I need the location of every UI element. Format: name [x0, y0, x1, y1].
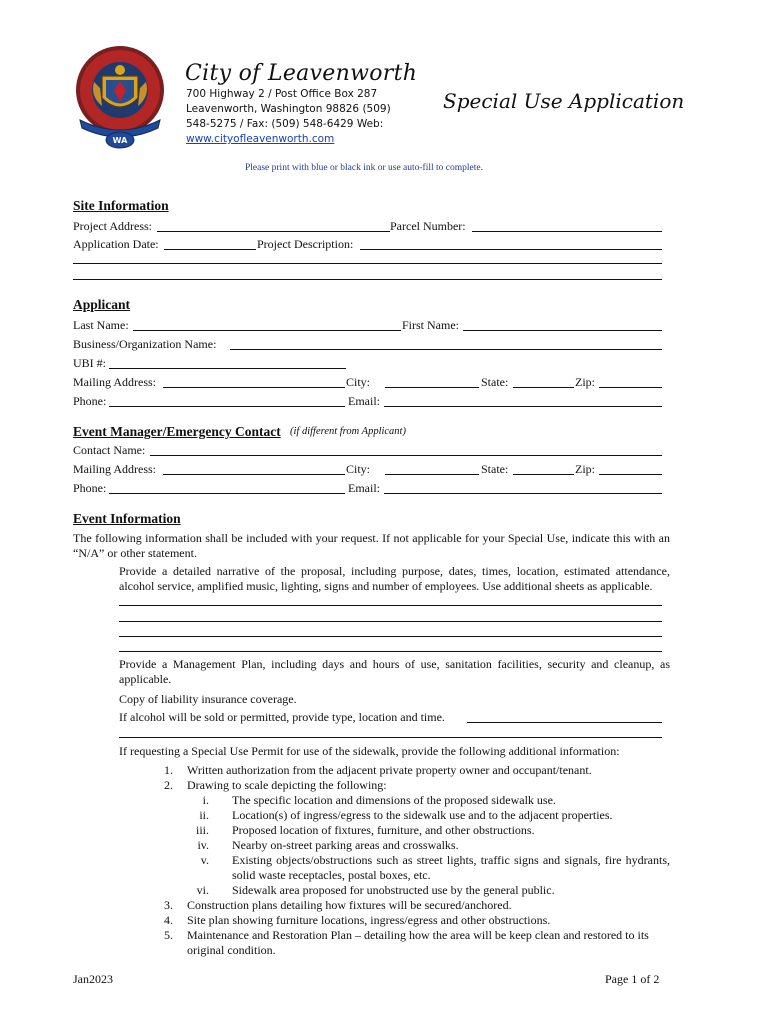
- insurance-instruction: Copy of liability insurance coverage.: [119, 692, 297, 706]
- subitem-number: vi.: [196, 883, 209, 897]
- state-label: State:: [481, 375, 509, 389]
- business-name-field[interactable]: [230, 349, 662, 350]
- item-number: 5.: [164, 928, 173, 942]
- sub-list-item: Proposed location of fixtures, furniture, and other obstructions.: [232, 823, 535, 837]
- email-field[interactable]: [384, 406, 662, 407]
- project-description-label: Project Description:: [257, 237, 354, 251]
- mailing-address-field[interactable]: [163, 387, 345, 388]
- em-mailing-address-label: Mailing Address:: [73, 462, 156, 476]
- event-manager-heading: Event Manager/Emergency Contact: [73, 424, 281, 439]
- address-line-2: Leavenworth, Washington 98826 (509): [186, 103, 391, 115]
- subitem-number: iv.: [197, 838, 209, 852]
- zip-label: Zip:: [575, 375, 595, 389]
- list-item: Maintenance and Restoration Plan – detailing how the area will be keep clean and restored to its original condition.: [187, 928, 649, 957]
- em-phone-label: Phone:: [73, 481, 107, 495]
- sub-list-item: Existing objects/obstructions such as street lights, traffic signs and signals, fire hydrants, solid waste receptacles, postal boxes, etc.: [232, 853, 670, 882]
- em-zip-label: Zip:: [575, 462, 595, 476]
- application-date-field[interactable]: [164, 249, 256, 250]
- sub-list-item: The specific location and dimensions of the proposed sidewalk use.: [232, 793, 556, 807]
- list-item: Construction plans detailing how fixtures will be secured/anchored.: [187, 898, 512, 912]
- ubi-label: UBI #:: [73, 356, 106, 370]
- website-link[interactable]: www.cityofleavenworth.com: [186, 133, 335, 145]
- email-label: Email:: [348, 394, 380, 408]
- narrative-instruction: Provide a detailed narrative of the proposal, including purpose, dates, times, location, estimated attendance, alcohol service, amplified music, lighting, signs and number of employees. Use additional sheets as applicable.: [119, 564, 670, 593]
- em-state-label: State:: [481, 462, 509, 476]
- last-name-label: Last Name:: [73, 318, 129, 332]
- sidewalk-instruction: If requesting a Special Use Permit for use of the sidewalk, provide the following additional information:: [119, 744, 620, 758]
- narrative-line-4[interactable]: [119, 651, 662, 652]
- em-city-field[interactable]: [385, 474, 479, 475]
- sub-list-item: Nearby on-street parking areas and crosswalks.: [232, 838, 459, 852]
- list-item: Written authorization from the adjacent private property owner and occupant/tenant.: [187, 763, 592, 777]
- project-address-field[interactable]: [157, 231, 390, 232]
- alcohol-field-line-2[interactable]: [119, 737, 662, 738]
- address-line-1: 700 Highway 2 / Post Office Box 287: [186, 88, 378, 100]
- em-mailing-address-field[interactable]: [163, 474, 345, 475]
- subitem-number: i.: [202, 793, 209, 807]
- zip-field[interactable]: [599, 387, 662, 388]
- first-name-label: First Name:: [402, 318, 459, 332]
- item-number: 1.: [164, 763, 173, 777]
- subitem-number: iii.: [195, 823, 209, 837]
- site-info-heading: Site Information: [73, 198, 169, 213]
- sub-list-item: Sidewalk area proposed for unobstructed use by the general public.: [232, 883, 555, 897]
- sub-list-item: Location(s) of ingress/egress to the sidewalk use and to the adjacent properties.: [232, 808, 613, 822]
- project-address-label: Project Address:: [73, 219, 152, 233]
- application-date-label: Application Date:: [73, 237, 159, 251]
- list-item: Site plan showing furniture locations, ingress/egress and other obstructions.: [187, 913, 551, 927]
- city-label: City:: [346, 375, 371, 389]
- mailing-address-label: Mailing Address:: [73, 375, 156, 389]
- contact-name-label: Contact Name:: [73, 443, 146, 457]
- item-number: 3.: [164, 898, 173, 912]
- city-field[interactable]: [385, 387, 479, 388]
- event-info-heading: Event Information: [73, 511, 181, 526]
- event-manager-note: (if different from Applicant): [290, 426, 406, 437]
- management-plan-instruction: Provide a Management Plan, including days and hours of use, sanitation facilities, security and cleanup, as applicable.: [119, 657, 670, 686]
- project-description-line-3[interactable]: [73, 279, 662, 280]
- event-info-intro: The following information shall be included with your request. If not applicable for your Special Use, indicate this with an “N/A” or other statement.: [73, 531, 670, 560]
- em-phone-field[interactable]: [109, 493, 345, 494]
- parcel-number-field[interactable]: [472, 231, 662, 232]
- project-description-field[interactable]: [360, 249, 662, 250]
- ubi-field[interactable]: [109, 368, 346, 369]
- em-city-label: City:: [346, 462, 371, 476]
- subitem-number: v.: [200, 853, 209, 867]
- list-item: Drawing to scale depicting the following:: [187, 778, 387, 792]
- first-name-field[interactable]: [463, 330, 662, 331]
- footer-date: Jan2023: [73, 972, 113, 986]
- narrative-line-1[interactable]: [119, 605, 662, 606]
- city-seal: [70, 42, 170, 152]
- item-number: 2.: [164, 778, 173, 792]
- em-state-field[interactable]: [513, 474, 574, 475]
- narrative-line-3[interactable]: [119, 636, 662, 637]
- subitem-number: ii.: [199, 808, 209, 822]
- em-email-label: Email:: [348, 481, 380, 495]
- narrative-line-2[interactable]: [119, 621, 662, 622]
- parcel-number-label: Parcel Number:: [390, 219, 466, 233]
- address-line-3: 548-5275 / Fax: (509) 548-6429 Web:: [186, 118, 384, 130]
- applicant-heading: Applicant: [73, 297, 131, 312]
- alcohol-field[interactable]: [467, 722, 662, 723]
- em-zip-field[interactable]: [599, 474, 662, 475]
- alcohol-instruction: If alcohol will be sold or permitted, provide type, location and time.: [119, 710, 445, 724]
- last-name-field[interactable]: [133, 330, 401, 331]
- state-field[interactable]: [513, 387, 574, 388]
- phone-label: Phone:: [73, 394, 107, 408]
- project-description-line-2[interactable]: [73, 263, 662, 264]
- item-number: 4.: [164, 913, 173, 927]
- form-title: Special Use Application: [443, 89, 685, 113]
- seal-wa-text: WA: [112, 136, 128, 145]
- em-email-field[interactable]: [384, 493, 662, 494]
- page-number: Page 1 of 2: [605, 972, 660, 986]
- business-name-label: Business/Organization Name:: [73, 337, 217, 351]
- city-name: City of Leavenworth: [185, 61, 418, 86]
- phone-field[interactable]: [109, 406, 345, 407]
- fill-instruction: Please print with blue or black ink or use auto-fill to complete.: [245, 163, 483, 173]
- contact-name-field[interactable]: [150, 455, 662, 456]
